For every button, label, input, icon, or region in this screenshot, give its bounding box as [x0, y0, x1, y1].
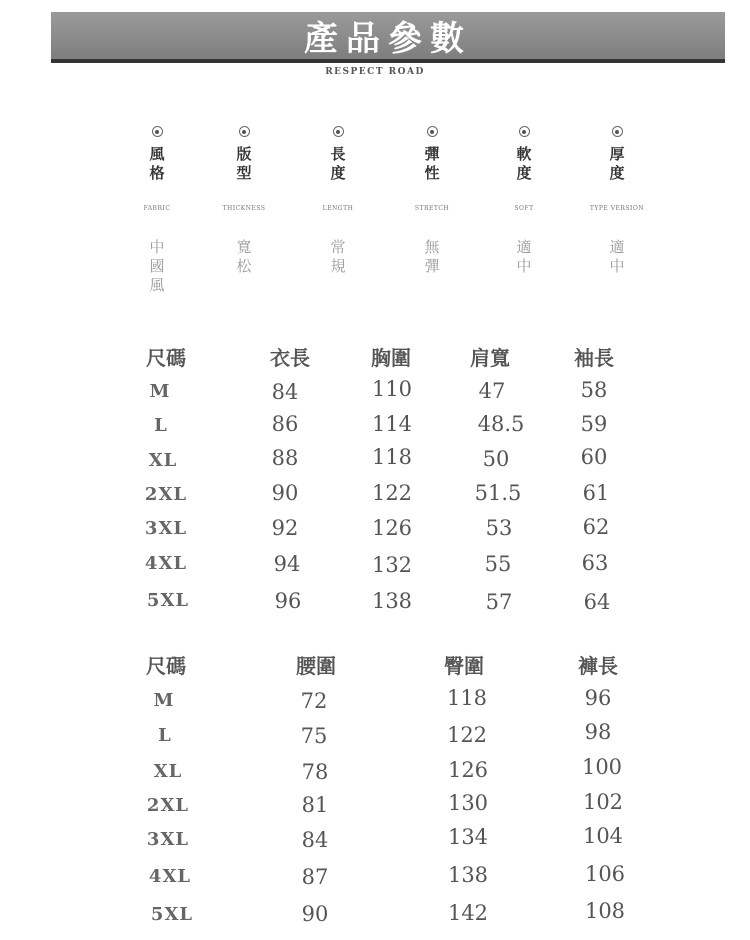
table-cell: 92 — [271, 516, 299, 540]
attribute-value: 適中 — [514, 239, 533, 277]
attribute-thickness — [562, 122, 672, 277]
table-cell-size: M — [153, 690, 175, 711]
table-cell: 55 — [484, 552, 512, 576]
table-cell: 90 — [301, 902, 329, 926]
table-cell: 47 — [478, 379, 506, 403]
title-banner — [51, 12, 725, 59]
table-cell-size: XL — [153, 761, 183, 782]
table-cell-size: XL — [148, 450, 178, 471]
circle-bullet-icon — [519, 126, 530, 137]
table-cell-size: 2XL — [146, 795, 190, 816]
page-title: 產品參數 — [304, 19, 472, 59]
table-cell: 96 — [584, 686, 612, 710]
table-cell: 118 — [371, 445, 413, 469]
table-cell: 134 — [447, 825, 489, 849]
table-cell: 48.5 — [477, 412, 525, 436]
column-header-sleeve: 袖長 — [574, 346, 614, 370]
table-cell: 130 — [447, 791, 489, 815]
attribute-label: 風格 — [147, 146, 166, 184]
table-cell: 122 — [371, 481, 413, 505]
table-cell-size: 3XL — [146, 829, 190, 850]
table-cell: 75 — [300, 724, 328, 748]
circle-bullet-icon — [152, 126, 163, 137]
brand-subtitle: RESPECT ROAD — [325, 67, 425, 77]
attribute-value: 中國風 — [147, 239, 166, 296]
title-divider — [51, 59, 725, 63]
table-cell: 108 — [584, 899, 626, 923]
table-cell-size: 5XL — [150, 904, 194, 925]
table-cell: 58 — [580, 378, 608, 402]
attribute-english: STRETCH — [414, 205, 450, 212]
column-header-chest: 胸圍 — [371, 346, 411, 370]
attribute-value: 適中 — [607, 239, 626, 277]
attribute-english: TYPE VERSION — [589, 205, 645, 212]
table-cell: 114 — [371, 412, 413, 436]
table-cell: 84 — [301, 828, 329, 852]
table-cell: 102 — [582, 790, 624, 814]
attribute-english: FABRIC — [143, 205, 171, 212]
table-cell: 50 — [482, 447, 510, 471]
table-cell: 61 — [582, 481, 610, 505]
table-cell: 126 — [371, 516, 413, 540]
table-cell: 90 — [271, 481, 299, 505]
column-header-hip: 臀圍 — [444, 654, 484, 678]
table-cell: 84 — [271, 380, 299, 404]
column-header-length: 衣長 — [270, 346, 310, 370]
circle-bullet-icon — [239, 126, 250, 137]
table-cell: 126 — [447, 758, 489, 782]
table-cell: 62 — [582, 515, 610, 539]
table-cell: 88 — [271, 446, 299, 470]
table-cell: 94 — [273, 552, 301, 576]
column-header-pants-length: 褲長 — [578, 654, 618, 678]
attribute-value: 寬松 — [234, 239, 253, 277]
table-cell: 59 — [580, 412, 608, 436]
table-cell: 118 — [446, 686, 488, 710]
table-cell: 110 — [371, 377, 413, 401]
attribute-label: 長度 — [328, 146, 347, 184]
table-cell: 63 — [581, 551, 609, 575]
attribute-label: 彈性 — [422, 146, 441, 184]
attribute-english: SOFT — [514, 205, 534, 212]
attribute-label: 厚度 — [607, 146, 626, 184]
circle-bullet-icon — [612, 126, 623, 137]
table-cell: 142 — [447, 901, 489, 925]
table-cell: 138 — [371, 589, 413, 613]
table-cell: 64 — [583, 590, 611, 614]
table-cell: 98 — [584, 720, 612, 744]
table-cell: 72 — [300, 689, 328, 713]
column-header-size: 尺碼 — [146, 346, 186, 370]
attribute-label: 版型 — [234, 146, 253, 184]
table-cell-size: 4XL — [148, 866, 192, 887]
table-cell-size: L — [154, 415, 168, 436]
circle-bullet-icon — [427, 126, 438, 137]
table-cell: 86 — [271, 412, 299, 436]
table-cell: 106 — [584, 862, 626, 886]
table-cell: 81 — [301, 793, 329, 817]
table-cell: 57 — [485, 590, 513, 614]
table-cell-size: 3XL — [144, 518, 188, 539]
table-cell: 96 — [274, 589, 302, 613]
table-cell: 60 — [580, 445, 608, 469]
table-cell-size: 2XL — [144, 484, 188, 505]
attribute-label: 軟度 — [514, 146, 533, 184]
table-cell: 132 — [371, 553, 413, 577]
table-cell-size: L — [158, 725, 172, 746]
table-cell-size: 4XL — [144, 553, 188, 574]
table-cell: 104 — [582, 824, 624, 848]
table-cell: 53 — [485, 516, 513, 540]
attribute-value: 無彈 — [422, 239, 441, 277]
attribute-english: THICKNESS — [222, 205, 266, 212]
table-cell-size: M — [149, 381, 171, 402]
column-header-waist: 腰圍 — [296, 654, 336, 678]
circle-bullet-icon — [333, 126, 344, 137]
attribute-value: 常規 — [328, 239, 347, 277]
table-cell: 100 — [581, 755, 623, 779]
table-cell: 78 — [301, 760, 329, 784]
column-header-shoulder: 肩寬 — [470, 346, 510, 370]
table-cell-size: 5XL — [146, 590, 190, 611]
table-cell: 122 — [446, 723, 488, 747]
column-header-size: 尺碼 — [146, 654, 186, 678]
table-cell: 87 — [301, 865, 329, 889]
table-cell: 138 — [447, 863, 489, 887]
attribute-english: LENGTH — [322, 205, 354, 212]
table-cell: 51.5 — [474, 481, 522, 505]
